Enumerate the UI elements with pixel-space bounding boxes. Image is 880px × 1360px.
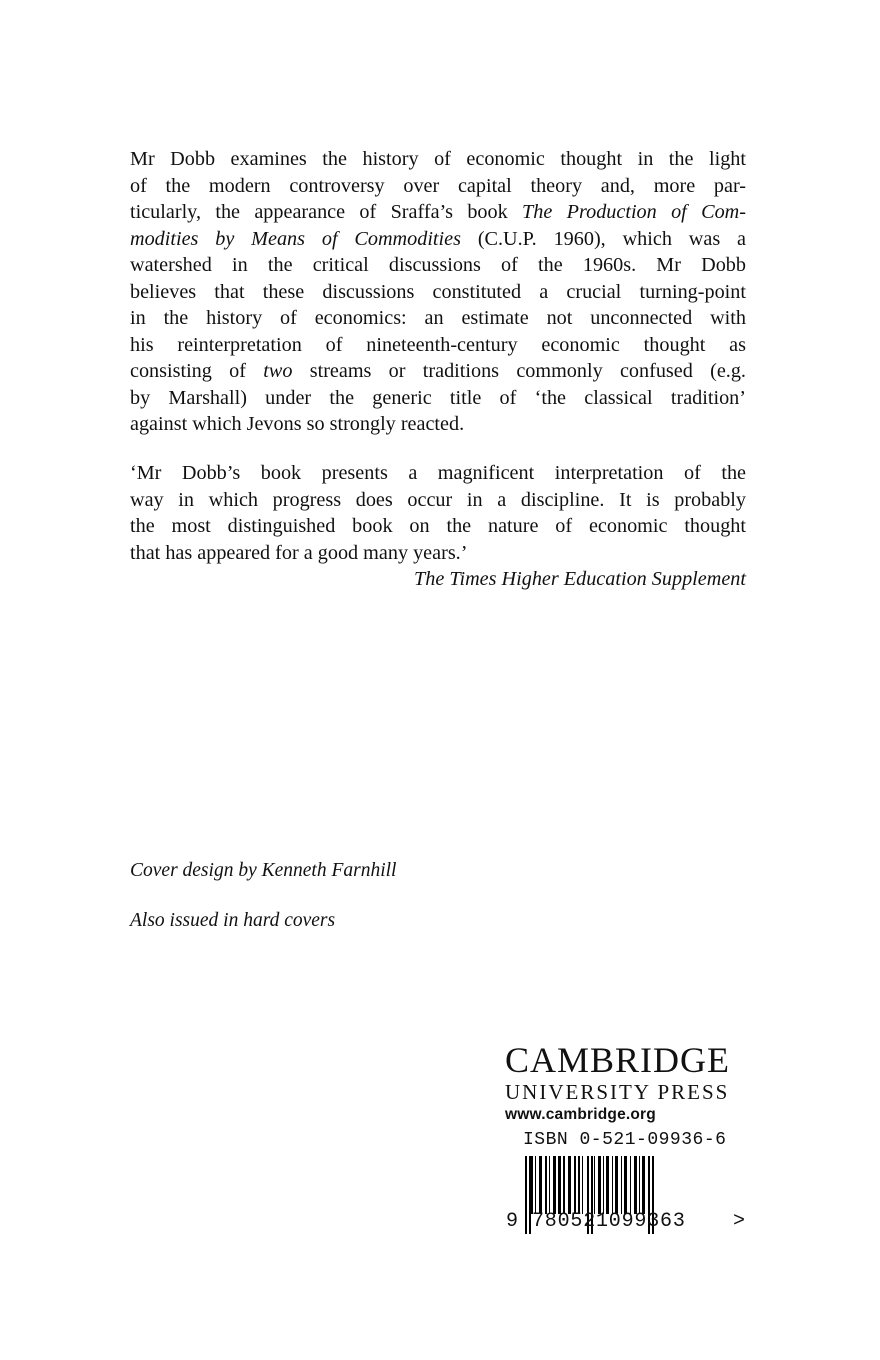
publisher-name: CAMBRIDGE <box>505 1040 731 1080</box>
barcode-bar <box>594 1156 595 1214</box>
description-line: watershed in the critical discussions of the 1960s. Mr Dobb <box>130 254 746 276</box>
book-description <box>130 146 746 438</box>
publisher-press: UNIVERSITY PRESS <box>505 1080 730 1104</box>
barcode-bar <box>531 1156 533 1214</box>
description-line: by Marshall) under the generic title of ‘the classical tradition’ <box>130 386 746 409</box>
barcode-guard-bar <box>529 1156 531 1234</box>
review-line: way in which progress does occur in a discipline. It is probably <box>130 488 746 511</box>
barcode-bar <box>615 1156 618 1214</box>
description-line: of the modern controversy over capital theory and, more par- <box>130 174 746 197</box>
description-line: Mr Dobb examines the history of economic thought in the light <box>130 148 746 170</box>
barcode-bar <box>603 1156 604 1214</box>
barcode-bar <box>553 1156 556 1214</box>
barcode-bar <box>639 1156 640 1214</box>
description-line: in the history of economics: an estimate not unconnected with <box>130 307 746 329</box>
hard-covers-note: Also issued in hard covers <box>130 910 336 931</box>
barcode-bar <box>624 1156 627 1214</box>
review-line: that has appeared for a good many years.’ <box>130 541 468 564</box>
description-line: believes that these discussions constituted a crucial turning-point <box>130 280 746 303</box>
barcode-bar <box>568 1156 571 1214</box>
barcode-bar <box>545 1156 547 1214</box>
review-line: ‘Mr Dobb’s book presents a magnificent interpretation of the <box>130 462 746 484</box>
barcode-guard-bar <box>525 1156 527 1234</box>
barcode-bar <box>539 1156 542 1214</box>
barcode-arrow: > <box>733 1210 746 1233</box>
publisher-website: www.cambridge.org <box>505 1106 656 1123</box>
description-line: against which Jevons so strongly reacted. <box>130 413 465 435</box>
description-line: modities by Means of Commodities (C.U.P. 1960), which was a <box>130 227 746 250</box>
description-line: consisting of two streams or traditions commonly confused (e.g. <box>130 360 746 382</box>
barcode-digits: 780521099363 <box>532 1210 686 1233</box>
barcode-bar <box>606 1156 609 1214</box>
barcode-prefix-digit: 9 <box>506 1210 519 1233</box>
publisher-logo <box>505 1040 747 1126</box>
barcode-bar <box>549 1156 550 1214</box>
isbn-label: ISBN 0-521-09936-6 <box>523 1130 727 1150</box>
barcode-bar <box>642 1156 645 1214</box>
review-quote <box>130 460 746 593</box>
barcode-bar <box>582 1156 583 1214</box>
review-line: the most distinguished book on the nature of economic thought <box>130 515 746 537</box>
barcode-bar <box>574 1156 576 1214</box>
barcode-bar <box>634 1156 637 1214</box>
barcode-bar <box>563 1156 565 1214</box>
cover-design-credit: Cover design by Kenneth Farnhill <box>130 860 397 881</box>
description-line: his reinterpretation of nineteenth-century economic thought as <box>130 333 746 356</box>
barcode-bar <box>612 1156 613 1214</box>
description-line: ticularly, the appearance of Sraffa’s book The Production of Com- <box>130 201 746 223</box>
barcode-bar <box>598 1156 601 1214</box>
barcode-bar <box>558 1156 561 1214</box>
barcode-bar <box>578 1156 580 1214</box>
review-source: The Times Higher Education Supplement <box>414 568 746 590</box>
barcode-bar <box>630 1156 631 1214</box>
barcode-bar <box>621 1156 622 1214</box>
barcode-bar <box>535 1156 536 1214</box>
